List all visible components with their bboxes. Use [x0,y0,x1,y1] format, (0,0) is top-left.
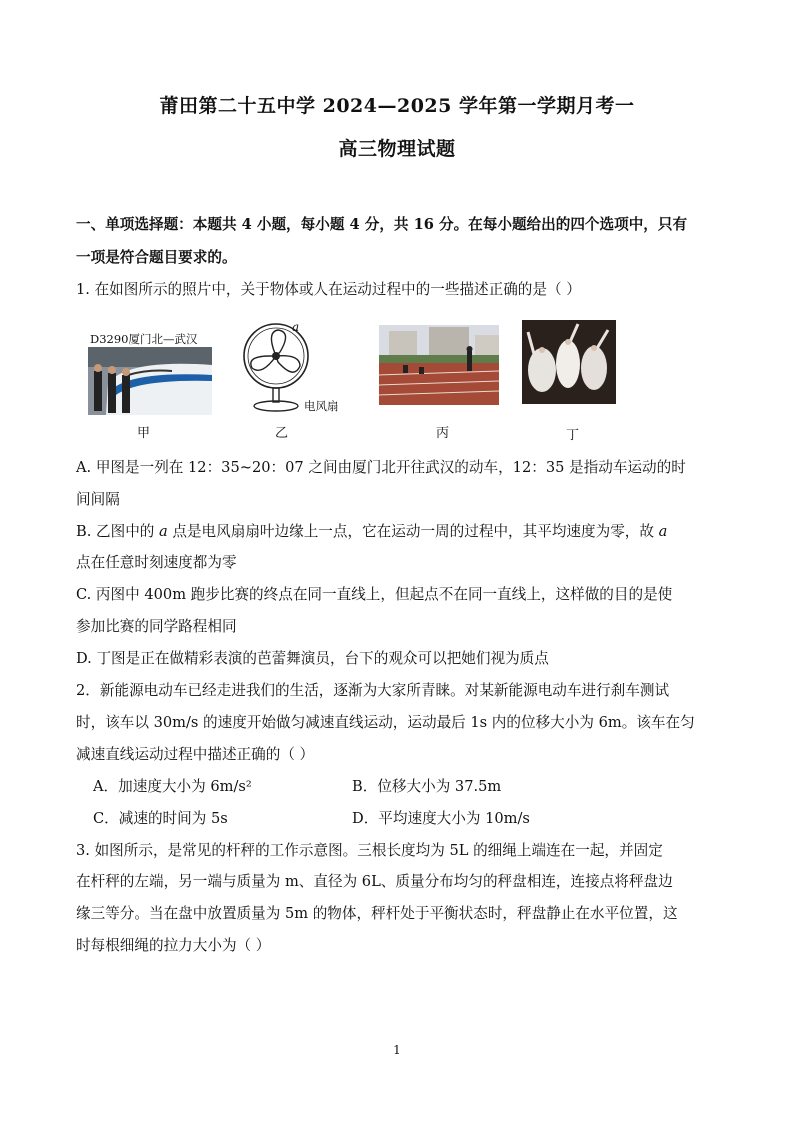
q2-option-c: C．减速的时间为 5s [93,810,228,827]
q2-stem-line2: 时，该车以 30m/s 的速度开始做匀减速直线运动，运动最后 1s 内的位移大小为 6m。该车在匀 [76,714,695,731]
var-a-2: a [658,523,668,540]
caption-ding: 丁 [566,428,580,443]
q3-stem-line1: 3. 如图所示，是常见的杆秤的工作示意图。三根长度均为 5L 的细绳上端连在一起，并固定 [76,842,663,859]
fig-fan-label: 电风扇 [304,399,339,413]
fig-train-label: D3290厦门北—武汉 [90,332,198,346]
q3-stem-line2: 在杆秤的左端，另一端与质量为 m、直径为 6L、质量分布均匀的秤盘相连，连接点将秤盘边 [76,873,673,890]
q2-option-d: D．平均速度大小为 10m/s [352,810,530,827]
q2-stem-line3: 减速直线运动过程中描述正确的（ ） [76,746,315,763]
fig-fan-drawing [236,322,356,414]
section1-heading-line1: 一、单项选择题：本题共 4 小题，每小题 4 分，共 16 分。在每小题给出的四个选项中，只有 [76,216,688,233]
exam-title: 莆田第二十五中学 2024—2025 学年第一学期月考一 [159,95,635,117]
q2-stem-line1: 2．新能源电动车已经走进我们的生活，逐渐为大家所青睐。对某新能源电动车进行刹车测试 [76,682,670,699]
caption-bing: 丙 [436,426,450,441]
q2-option-a: A．加速度大小为 6m/s² [93,778,252,795]
var-a: a [159,523,168,540]
caption-yi: 乙 [275,426,289,441]
q1-option-a-line2: 间间隔 [76,491,120,508]
q1-option-b-line1: B. 乙图中的 a 点是电风扇扇叶边缘上一点，它在运动一周的过程中，其平均速度为零，故 a [76,523,668,540]
q1-stem: 1. 在如图所示的照片中，关于物体或人在运动过程中的一些描述正确的是（ ） [76,281,581,298]
q1-option-c-line1: C. 丙图中 400m 跑步比赛的终点在同一直线上，但起点不在同一直线上，这样做的目的是使 [76,586,673,603]
q2-option-b: B．位移大小为 37.5m [352,778,502,795]
q1-option-a-line1: A. 甲图是一列在 12：35~20：07 之间由厦门北开往武汉的动车，12：35 是指动车运动的时 [76,459,686,476]
fig-ballet-photo [522,320,616,404]
fig-track-photo [379,325,499,405]
exam-subtitle: 高三物理试题 [338,138,456,160]
q3-stem-line4: 时每根细绳的拉力大小为（ ） [76,937,271,954]
q1-option-d: D. 丁图是正在做精彩表演的芭蕾舞演员，台下的观众可以把她们视为质点 [76,650,549,667]
fig-train-photo [88,325,212,415]
fig-fan-point-a: a [292,320,300,334]
caption-jia: 甲 [137,426,151,441]
section1-heading-line2: 一项是符合题目要求的。 [76,249,237,266]
q3-stem-line3: 缘三等分。当在盘中放置质量为 5m 的物体，秤杆处于平衡状态时，秤盘静止在水平位置，这 [76,905,678,922]
q1-option-b-line2: 点在任意时刻速度都为零 [76,554,237,571]
page-number: 1 [393,1043,401,1057]
q1-option-c-line2: 参加比赛的同学路程相同 [76,618,237,635]
